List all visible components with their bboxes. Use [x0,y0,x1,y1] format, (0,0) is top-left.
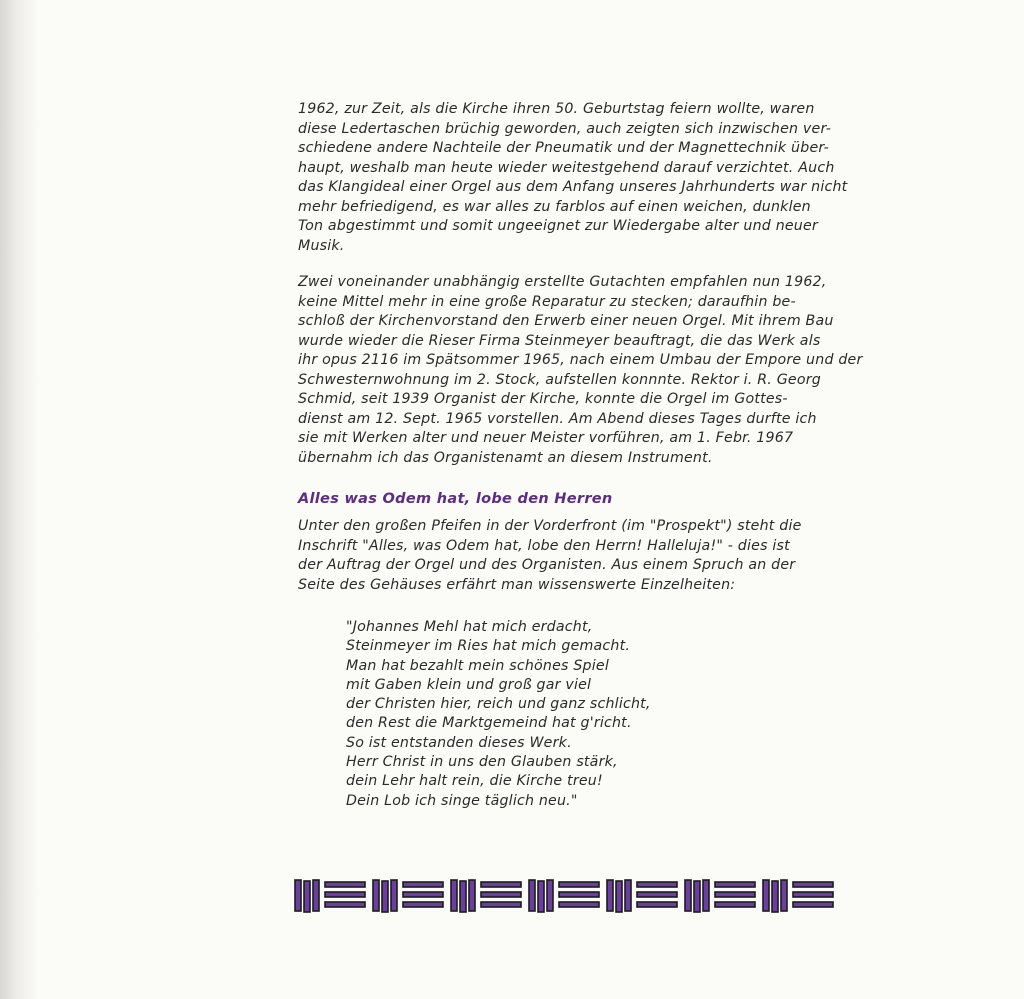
paragraph-1 [298,100,928,256]
ornament-vertical-bar [391,880,397,911]
paragraph-3 [298,517,928,595]
ornament-vertical-bar [616,881,622,912]
ornament-vertical-bar [694,881,700,912]
ornament-vertical-bar [772,881,778,912]
ornament-horizontal-bar [637,892,677,897]
poem-line: dein Lehr halt rein, die Kirche treu! [346,773,603,790]
page-spine-shadow [0,0,38,999]
ornament-vertical-bar [529,880,535,911]
ornament-horizontal-bar [481,892,521,897]
paragraph-2-line: keine Mittel mehr in eine große Reparatur zu stecken; daraufhin be- [298,293,796,310]
ornament-vertical-bar [703,880,709,911]
ornament-vertical-bar [382,881,388,912]
ornament-horizontal-bar [559,882,599,887]
ornament-horizontal-bar [559,902,599,907]
ornament-vertical-bar [313,880,319,911]
paragraph-1-line: 1962, zur Zeit, als die Kirche ihren 50. Geburtstag feiern wollte, waren [298,101,815,117]
organ-inscription-poem [346,618,651,811]
poem-line: Herr Christ in uns den Glauben stärk, [346,754,618,771]
poem-line: So ist entstanden dieses Werk. [346,734,572,751]
paragraph-1-line: diese Ledertaschen brüchig geworden, auch zeigten sich inzwischen ver- [298,120,832,137]
paragraph-3-line: der Auftrag der Orgel und des Organisten. Aus einem Spruch an der [298,557,796,573]
section-heading: Alles was Odem hat, lobe den Herren [298,491,613,507]
ornament-horizontal-bar [715,882,755,887]
paragraph-2-line: ihr opus 2116 im Spätsommer 1965, nach einem Umbau der Empore und der [298,352,863,368]
poem-line: Man hat bezahlt mein schönes Spiel [346,657,609,674]
decorative-ornament-band [293,876,943,916]
ornament-vertical-bar [547,880,553,911]
paragraph-2-line: übernahm ich das Organistenamt an diesem Instrument. [298,449,713,466]
ornament-vertical-bar [781,880,787,911]
paragraph-3-line: Seite des Gehäuses erfährt man wissenswerte Einzelheiten: [298,576,736,593]
ornament-vertical-bar [304,881,310,912]
ornament-vertical-bar [469,880,475,911]
ornament-horizontal-bar [637,902,677,907]
ornament-vertical-bar [607,880,613,911]
ornament-vertical-bar [685,880,691,911]
ornament-vertical-bar [373,880,379,911]
poem-line: den Rest die Marktgemeind hat g'richt. [346,715,632,732]
ornament-vertical-bar [451,880,457,911]
ornament-horizontal-bar [481,882,521,887]
ornament-vertical-bar [295,880,301,911]
paragraph-2-line: wurde wieder die Rieser Firma Steinmeyer beauftragt, die das Werk als [298,332,821,349]
ornament-horizontal-bar [403,892,443,897]
paragraph-2-line: Schmid, seit 1939 Organist der Kirche, konnte die Orgel im Gottes- [298,391,788,407]
ornament-horizontal-bar [559,892,599,897]
ornament-horizontal-bar [403,882,443,887]
ornament-horizontal-bar [403,902,443,907]
paragraph-2-line: Schwesternwohnung im 2. Stock, aufstellen konnnte. Rektor i. R. Georg [298,371,821,388]
paragraph-1-line: haupt, weshalb man heute wieder weitestgehend darauf verzichtet. Auch [298,159,835,176]
paragraph-2-line: Zwei voneinander unabhängig erstellte Gutachten empfahlen nun 1962, [298,274,827,290]
ornament-horizontal-bar [637,882,677,887]
poem-line: "Johannes Mehl hat mich erdacht, [346,619,593,635]
ornament-horizontal-bar [793,902,833,907]
poem-line: Steinmeyer im Ries hat mich gemacht. [346,638,631,655]
ornament-horizontal-bar [481,902,521,907]
ornament-vertical-bar [460,881,466,912]
paragraph-3-line: Inschrift "Alles, was Odem hat, lobe den Herrn! Halleluja!" - dies ist [298,537,790,554]
poem-line: mit Gaben klein und groß gar viel [346,676,592,693]
ornament-horizontal-bar [715,902,755,907]
ornament-horizontal-bar [325,892,365,897]
paragraph-1-line: Musik. [298,237,345,254]
paragraph-2-line: schloß der Kirchenvorstand den Erwerb einer neuen Orgel. Mit ihrem Bau [298,313,834,329]
poem-line: Dein Lob ich singe täglich neu." [346,792,578,809]
ornament-vertical-bar [625,880,631,911]
poem-line: der Christen hier, reich und ganz schlicht, [346,696,651,713]
ornament-horizontal-bar [793,882,833,887]
paragraph-2-line: sie mit Werken alter und neuer Meister vorführen, am 1. Febr. 1967 [298,430,794,446]
paragraph-1-line: schiedene andere Nachteile der Pneumatik und der Magnettechnik über- [298,140,829,156]
paragraph-1-line: mehr befriedigend, es war alles zu farblos auf einen weichen, dunklen [298,198,811,215]
ornament-horizontal-bar [325,882,365,887]
paragraph-3-line: Unter den großen Pfeifen in der Vorderfront (im "Prospekt") steht die [298,518,802,534]
paragraph-1-line: das Klangideal einer Orgel aus dem Anfang unseres Jahrhunderts war nicht [298,179,848,195]
paragraph-1-line: Ton abgestimmt und somit ungeeignet zur Wiedergabe alter und neuer [298,218,818,234]
ornament-horizontal-bar [715,892,755,897]
ornament-vertical-bar [538,881,544,912]
ornament-horizontal-bar [325,902,365,907]
ornament-vertical-bar [763,880,769,911]
paragraph-2-line: dienst am 12. Sept. 1965 vorstellen. Am Abend dieses Tages durfte ich [298,410,817,427]
ornament-horizontal-bar [793,892,833,897]
paragraph-2 [298,273,928,468]
